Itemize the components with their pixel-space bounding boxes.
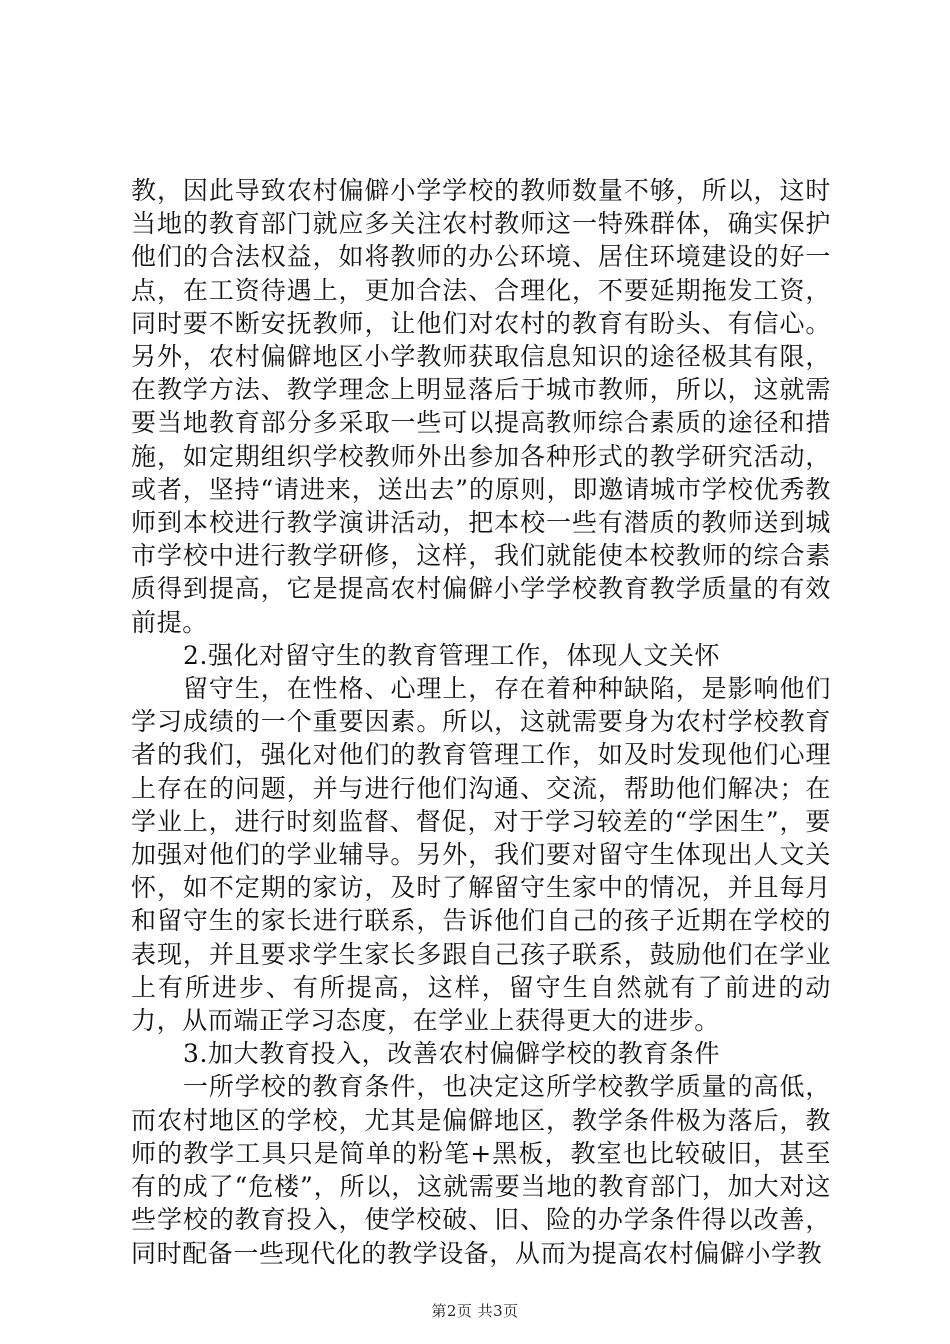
section-heading: 3.加大教育投入，改善农村偏僻学校的教育条件 xyxy=(183,1039,721,1069)
document-body xyxy=(131,174,831,1270)
section-heading: 2.强化对留守生的教育管理工作，体现人文关怀 xyxy=(183,640,721,670)
body-paragraph: 留守生，在性格、心理上，存在着种种缺陷，是影响他们学习成绩的一个重要因素。所以，这就需要身为农村学校教育者的我们，强化对他们的教育管理工作，如及时发现他们心理上存在的问题，并与进行他们沟通、交流，帮助他们解决；在学业上，进行时刻监督、督促，对于学习较差的“学困生”，要加强对他们的学业辅导。另外，我们要对留守生体现出人文关怀，如不定期的家访，及时了解留守生家中的情况，并且每月和留守生的家长进行联系，告诉他们自己的孩子近期在学校的表现，并且要求学生家长多跟自己孩子联系，鼓励他们在学业上有所进步、有所提高，这样，留守生自然就有了前进的动力，从而端正学习态度，在学业上获得更大的进步。 xyxy=(131,674,831,1036)
body-paragraph: 教，因此导致农村偏僻小学学校的教师数量不够，所以，这时当地的教育部门就应多关注农村教师这一特殊群体，确实保护他们的合法权益，如将教师的办公环境、居住环境建设的好一点，在工资待遇上，更加合法、合理化，不要延期拖发工资，同时要不断安抚教师，让他们对农村的教育有盼头、有信心。另外，农村偏僻地区小学教师获取信息知识的途径极其有限，在教学方法、教学理念上明显落后于城市教师，所以，这就需要当地教育部分多采取一些可以提高教师综合素质的途径和措施，如定期组织学校教师外出参加各种形式的教学研究活动，或者，坚持“请进来，送出去”的原则，即邀请城市学校优秀教师到本校进行教学演讲活动，把本校一些有潜质的教师送到城市学校中进行教学研修，这样，我们就能使本校教师的综合素质得到提高，它是提高农村偏僻小学学校教育教学质量的有效前提。 xyxy=(131,176,831,637)
body-paragraph: 一所学校的教育条件，也决定这所学校教学质量的高低，而农村地区的学校，尤其是偏僻地区，教学条件极为落后，教师的教学工具只是简单的粉笔+黑板，教室也比较破旧，甚至有的成了“危楼”，所以，这就需要当地的教育部门，加大对这些学校的教育投入，使学校破、旧、险的办学条件得以改善，同时配备一些现代化的教学设备，从而为提高农村偏僻小学教 xyxy=(131,1072,831,1268)
page-number-footer: 第2页 共3页 xyxy=(431,1302,519,1320)
